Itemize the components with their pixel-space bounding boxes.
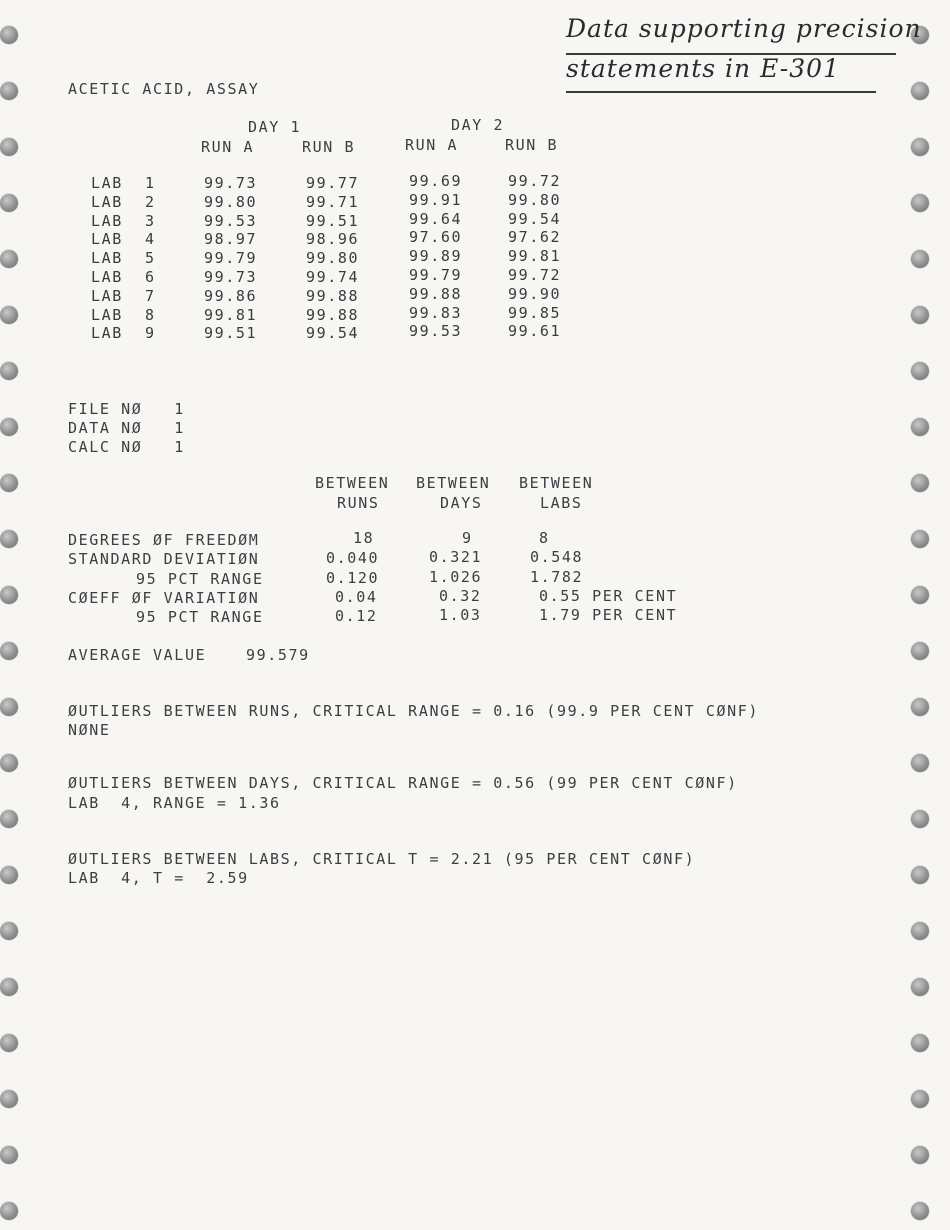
- sd-range-labs: 1.782: [530, 568, 584, 586]
- degrees-of-freedom-label: DEGREES ØF FREEDØM: [68, 531, 260, 549]
- outliers-days-line: ØUTLIERS BETWEEN DAYS, CRITICAL RANGE = 0.56 (99 PER CENT CØNF): [68, 774, 738, 792]
- outliers-labs-line: ØUTLIERS BETWEEN LABS, CRITICAL T = 2.21 (95 PER CENT CØNF): [68, 850, 696, 868]
- assay-value: 99.90: [508, 284, 562, 303]
- punch-hole: [911, 698, 929, 716]
- assay-value: 99.51: [204, 324, 258, 343]
- punch-hole: [911, 978, 929, 996]
- punch-hole: [0, 754, 18, 772]
- sd-labs: 0.548: [530, 548, 584, 566]
- punch-hole: [0, 586, 18, 604]
- left-punch-holes: [0, 0, 24, 1230]
- between-runs-header: BETWEEN: [315, 474, 390, 492]
- handwritten-note-line-2: statements in E-301: [566, 54, 840, 83]
- lab-number: 9: [145, 324, 156, 343]
- outliers-labs-result: LAB 4, T = 2.59: [68, 869, 249, 887]
- day-2-run-b-header: RUN B: [505, 136, 559, 154]
- punch-hole: [0, 1202, 18, 1220]
- punch-hole: [0, 1146, 18, 1164]
- punch-hole: [0, 306, 18, 324]
- day-2-run-a-header: RUN A: [405, 136, 459, 154]
- between-days-header: BETWEEN: [416, 474, 491, 492]
- outliers-days-result: LAB 4, RANGE = 1.36: [68, 794, 281, 812]
- assay-value: 98.97: [204, 230, 258, 249]
- lab-label: LAB: [91, 324, 123, 343]
- day-2-run-a-column: [409, 172, 462, 341]
- punch-hole: [0, 138, 18, 156]
- assay-value: 99.72: [508, 265, 562, 284]
- assay-value: 99.88: [306, 286, 360, 305]
- assay-value: 99.51: [306, 211, 360, 230]
- lab-label: LAB: [91, 305, 123, 324]
- punch-hole: [911, 586, 929, 604]
- day-1-run-a-column: [204, 174, 257, 343]
- assay-value: 99.80: [204, 192, 258, 211]
- assay-value: 99.81: [508, 247, 562, 266]
- day-1-run-b-header: RUN B: [302, 138, 356, 156]
- right-punch-holes: [911, 0, 935, 1230]
- assay-value: 97.62: [508, 228, 562, 247]
- lab-label: LAB: [91, 230, 123, 249]
- dof-labs: 8: [539, 529, 550, 547]
- between-labs-header: BETWEEN: [519, 474, 594, 492]
- punch-hole: [0, 922, 18, 940]
- punch-hole: [911, 530, 929, 548]
- punch-hole: [0, 194, 18, 212]
- assay-value: 99.54: [508, 209, 562, 228]
- runs-subheader: RUNS: [337, 494, 380, 512]
- day-2-run-b-column: [508, 172, 561, 341]
- assay-value: 99.61: [508, 322, 562, 341]
- days-subheader: DAYS: [440, 494, 483, 512]
- day-1-run-b-column: [306, 174, 359, 343]
- lab-number: 3: [145, 211, 156, 230]
- standard-deviation-label: STANDARD DEVIATIØN: [68, 550, 260, 568]
- assay-value: 99.80: [508, 190, 562, 209]
- assay-value: 97.60: [409, 228, 463, 247]
- cv-range-runs: 0.12: [335, 607, 378, 625]
- punch-hole: [911, 642, 929, 660]
- punch-hole: [911, 1202, 929, 1220]
- sd-range-runs: 0.120: [326, 569, 380, 587]
- assay-value: 99.53: [204, 211, 258, 230]
- average-value: 99.579: [246, 646, 310, 664]
- punch-hole: [0, 698, 18, 716]
- dof-days: 9: [462, 529, 473, 547]
- punch-hole: [911, 306, 929, 324]
- handwritten-note-line-1: Data supporting precision: [566, 14, 922, 43]
- punch-hole: [0, 26, 18, 44]
- cv-range-labs: 1.79 PER CENT: [539, 606, 678, 624]
- assay-value: 99.73: [204, 174, 258, 192]
- coefficient-of-variation-label: CØEFF ØF VARIATIØN: [68, 589, 260, 607]
- cv-95-range-label: 95 PCT RANGE: [136, 608, 264, 626]
- lab-label: LAB: [91, 211, 123, 230]
- punch-hole: [911, 138, 929, 156]
- punch-hole: [911, 1034, 929, 1052]
- punch-hole: [911, 418, 929, 436]
- punch-hole: [911, 1090, 929, 1108]
- sd-runs: 0.040: [326, 549, 380, 567]
- punch-hole: [0, 866, 18, 884]
- lab-number: 8: [145, 305, 156, 324]
- punch-hole: [911, 922, 929, 940]
- lab-number: 7: [145, 286, 156, 305]
- assay-value: 99.91: [409, 190, 463, 209]
- lab-number: 1: [145, 174, 156, 192]
- outliers-runs-result: NØNE: [68, 721, 111, 739]
- punch-hole: [0, 642, 18, 660]
- punch-hole: [911, 1146, 929, 1164]
- punch-hole: [911, 810, 929, 828]
- assay-value: 99.83: [409, 303, 463, 322]
- assay-value: 99.53: [409, 322, 463, 341]
- assay-value: 99.77: [306, 174, 360, 192]
- sd-95-range-label: 95 PCT RANGE: [136, 570, 264, 588]
- data-number: DATA NØ 1: [68, 419, 185, 437]
- lab-label: LAB: [91, 267, 123, 286]
- assay-value: 99.88: [409, 284, 463, 303]
- punch-hole: [911, 754, 929, 772]
- assay-value: 98.96: [306, 230, 360, 249]
- document-title: ACETIC ACID, ASSAY: [68, 80, 260, 98]
- day-1-run-a-header: RUN A: [201, 138, 255, 156]
- assay-value: 99.72: [508, 172, 562, 190]
- assay-value: 99.81: [204, 305, 258, 324]
- cv-range-days: 1.03: [439, 606, 482, 624]
- punch-hole: [0, 1090, 18, 1108]
- lab-number-column: [145, 174, 156, 343]
- lab-label: LAB: [91, 249, 123, 268]
- assay-value: 99.71: [306, 192, 360, 211]
- lab-label-column: [91, 174, 123, 343]
- assay-value: 99.69: [409, 172, 463, 190]
- assay-value: 99.74: [306, 267, 360, 286]
- dof-runs: 18: [353, 529, 375, 547]
- handwritten-underline: [566, 91, 876, 93]
- assay-value: 99.86: [204, 286, 258, 305]
- punch-hole: [0, 810, 18, 828]
- punch-hole: [0, 1034, 18, 1052]
- assay-value: 99.64: [409, 209, 463, 228]
- punch-hole: [0, 474, 18, 492]
- punch-hole: [911, 866, 929, 884]
- calc-number: CALC NØ 1: [68, 438, 185, 456]
- cv-runs: 0.04: [335, 588, 378, 606]
- lab-label: LAB: [91, 286, 123, 305]
- day-1-header: DAY 1: [248, 118, 302, 136]
- assay-value: 99.89: [409, 247, 463, 266]
- assay-value: 99.79: [204, 249, 258, 268]
- outliers-runs-line: ØUTLIERS BETWEEN RUNS, CRITICAL RANGE = 0.16 (99.9 PER CENT CØNF): [68, 702, 759, 720]
- punch-hole: [911, 474, 929, 492]
- lab-number: 2: [145, 192, 156, 211]
- punch-hole: [911, 362, 929, 380]
- punch-hole: [0, 418, 18, 436]
- punch-hole: [0, 978, 18, 996]
- file-number: FILE NØ 1: [68, 400, 185, 418]
- assay-value: 99.88: [306, 305, 360, 324]
- average-value-label: AVERAGE VALUE: [68, 646, 207, 664]
- punch-hole: [0, 250, 18, 268]
- cv-labs: 0.55 PER CENT: [539, 587, 678, 605]
- cv-days: 0.32: [439, 587, 482, 605]
- assay-value: 99.54: [306, 324, 360, 343]
- day-2-header: DAY 2: [451, 116, 505, 134]
- punch-hole: [911, 194, 929, 212]
- sd-range-days: 1.026: [429, 568, 483, 586]
- punch-hole: [0, 530, 18, 548]
- lab-label: LAB: [91, 174, 123, 192]
- punch-hole: [911, 82, 929, 100]
- sd-days: 0.321: [429, 548, 483, 566]
- lab-number: 6: [145, 267, 156, 286]
- assay-value: 99.85: [508, 303, 562, 322]
- punch-hole: [0, 362, 18, 380]
- labs-subheader: LABS: [540, 494, 583, 512]
- assay-value: 99.79: [409, 265, 463, 284]
- lab-number: 5: [145, 249, 156, 268]
- punch-hole: [911, 250, 929, 268]
- lab-label: LAB: [91, 192, 123, 211]
- lab-number: 4: [145, 230, 156, 249]
- assay-value: 99.80: [306, 249, 360, 268]
- punch-hole: [0, 82, 18, 100]
- assay-value: 99.73: [204, 267, 258, 286]
